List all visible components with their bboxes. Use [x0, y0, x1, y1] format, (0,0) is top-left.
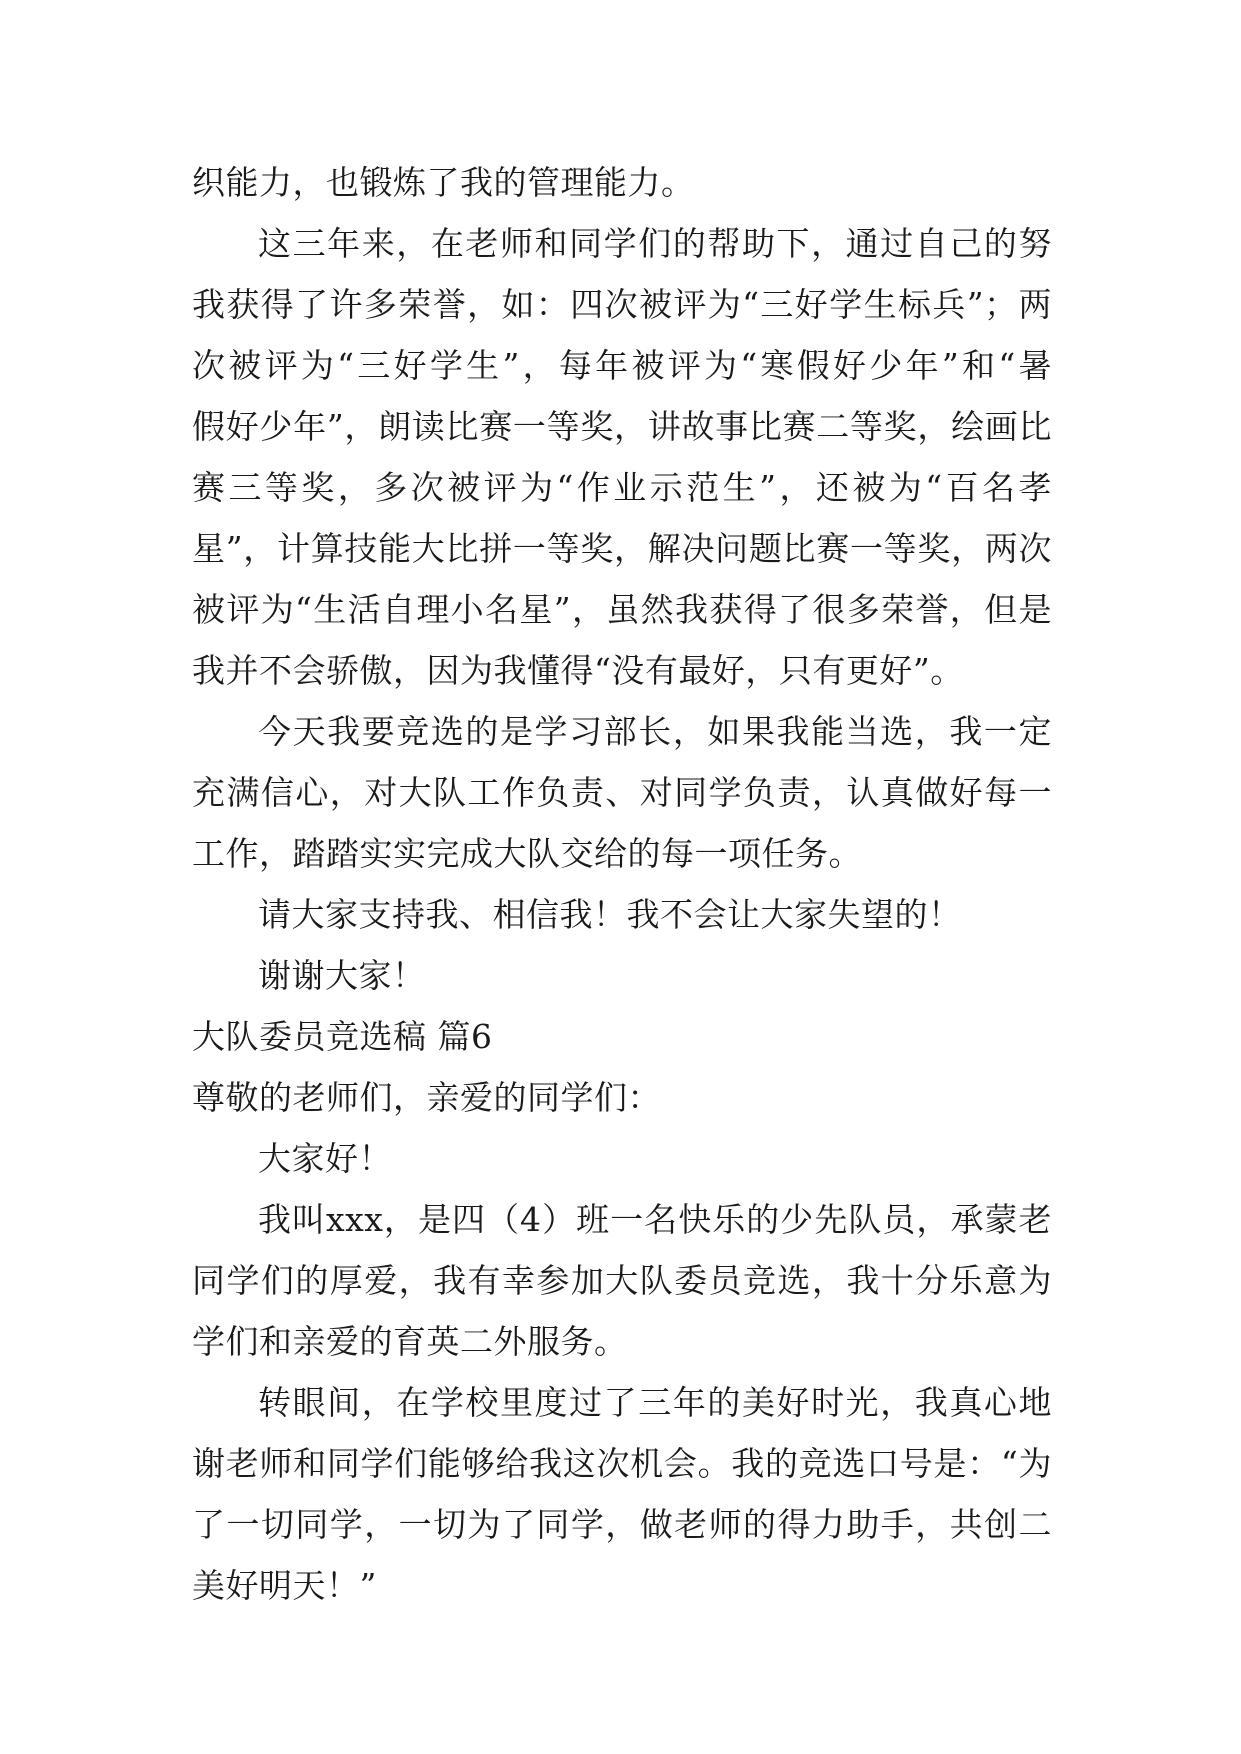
text-line: 学们和亲爱的育英二外服务。	[192, 1322, 628, 1361]
paragraph-2	[192, 213, 1052, 701]
section-heading	[192, 1006, 1052, 1067]
text-line: 我获得了许多荣誉，如：四次被评为“三好学生标兵”；两	[192, 285, 1052, 324]
text-line: 充满信心，对大队工作负责、对同学负责，认真做好每一	[192, 773, 1052, 812]
text-line: 请大家支持我、相信我！我不会让大家失望的！	[258, 895, 962, 934]
greeting	[192, 1128, 1052, 1189]
text-line: 今天我要竞选的是学习部长，如果我能当选，我一定	[258, 712, 1052, 751]
paragraph-9	[192, 1189, 1052, 1372]
text-line: 我并不会骄傲，因为我懂得“没有最好，只有更好”。	[192, 651, 964, 690]
text-line: 了一切同学，一切为了同学，做老师的得力助手，共创二	[192, 1505, 1052, 1544]
text-line: 谢谢大家！	[258, 956, 426, 995]
text-line: 星”，计算技能大比拼一等奖，解决问题比赛一等奖，两次	[192, 529, 1052, 568]
text-line: 次被评为“三好学生”，每年被评为“寒假好少年”和“暑	[192, 346, 1052, 385]
text-line: 假好少年”，朗读比赛一等奖，讲故事比赛二等奖，绘画比	[192, 407, 1052, 446]
text-line: 转眼间，在学校里度过了三年的美好时光，我真心地	[258, 1383, 1052, 1422]
paragraph-1	[192, 152, 1052, 213]
paragraph-3	[192, 701, 1052, 884]
text-line: 这三年来，在老师和同学们的帮助下，通过自己的努	[258, 224, 1052, 263]
text-line: 谢老师和同学们能够给我这次机会。我的竞选口号是：“为	[192, 1444, 1052, 1483]
text-line: 织能力，也锻炼了我的管理能力。	[192, 163, 695, 202]
text-line: 同学们的厚爱，我有幸参加大队委员竞选，我十分乐意为	[192, 1261, 1052, 1300]
text-line: 被评为“生活自理小名星”，虽然我获得了很多荣誉，但是	[192, 590, 1052, 629]
document-page	[192, 152, 1052, 1616]
heading-line: 大队委员竞选稿 篇6	[192, 1017, 493, 1056]
paragraph-10	[192, 1372, 1052, 1616]
paragraph-5	[192, 945, 1052, 1006]
text-line: 大家好！	[258, 1139, 392, 1178]
text-line: 尊敬的老师们，亲爱的同学们：	[192, 1078, 661, 1117]
paragraph-4	[192, 884, 1052, 945]
text-line: 我叫xxx，是四（4）班一名快乐的少先队员，承蒙老	[258, 1200, 1052, 1239]
salutation	[192, 1067, 1052, 1128]
text-line: 美好明天！”	[192, 1566, 377, 1605]
text-line: 赛三等奖，多次被评为“作业示范生”，还被为“百名孝	[192, 468, 1052, 507]
text-line: 工作，踏踏实实完成大队交给的每一项任务。	[192, 834, 862, 873]
